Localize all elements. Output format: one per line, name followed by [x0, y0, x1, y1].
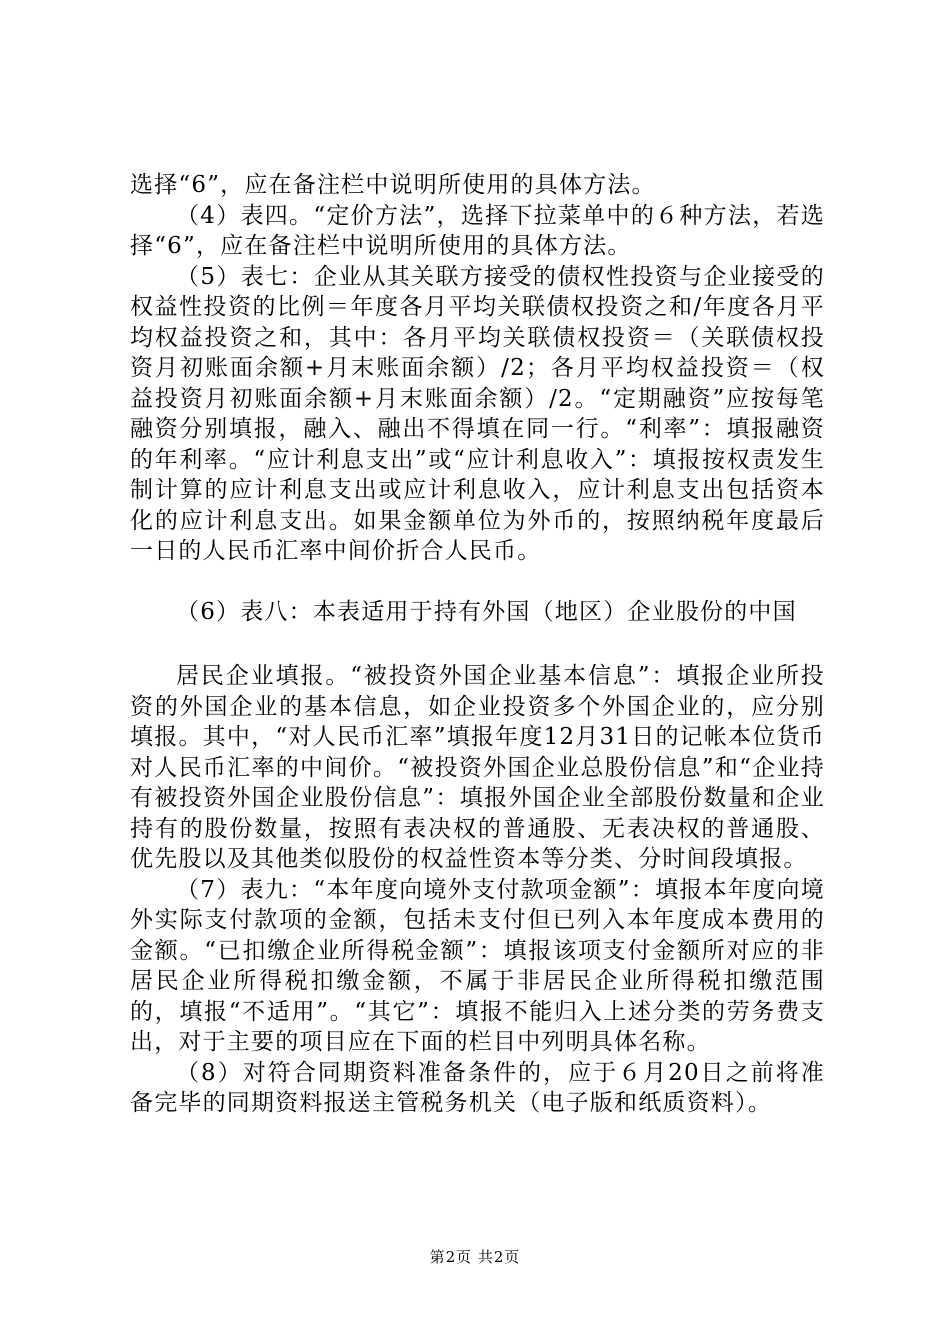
document-body [130, 170, 825, 1230]
paragraph-item-4: （4）表四。“定价方法”，选择下拉菜单中的６种方法，若选择“6”，应在备注栏中说明所使用的具体方法。 [130, 202, 825, 259]
paragraph-item-5: （5）表七：企业从其关联方接受的债权性投资与企业接受的权益性投资的比例＝年度各月平均关联债权投资之和/年度各月平均权益投资之和，其中：各月平均关联债权投资＝（关联债权投资月初账面余额+月末账面余额）/2；各月平均权益投资＝（权益投资月初账面余额+月末账面余额）/2。“定期融资”应按每笔融资分别填报，融入、融出不得填在同一行。“利率”：填报融资的年利率。“应计利息支出”或“应计利息收入”：填报按权责发生制计算的应计利息支出或应计利息收入，应计利息支出包括资本化的应计利息支出。如果金额单位为外币的，按照纳税年度最后一日的人民币汇率中间价折合人民币。 [130, 263, 825, 564]
paragraph-continuation: 选择“6”，应在备注栏中说明所使用的具体方法。 [130, 172, 656, 198]
paragraph-item-6-body: 居民企业填报。“被投资外国企业基本信息”：填报企业所投资的外国企业的基本信息，如企业投资多个外国企业的，应分别填报。其中，“对人民币汇率”填报年度12月31日的记帐本位货币对人民币汇率的中间价。“被投资外国企业总股份信息”和“企业持有被投资外国企业股份信息”：填报外国企业全部股份数量和企业持有的股份数量，按照有表决权的普通股、无表决权的普通股、优先股以及其他类似股份的权益性资本等分类、分时间段填报。 [130, 663, 825, 872]
paragraph-item-6-heading: （6）表八：本表适用于持有外国（地区）企业股份的中国 [176, 598, 797, 625]
paragraph-item-7: （7）表九：“本年度向境外支付款项金额”：填报本年度向境外实际支付款项的金额，包括未支付但已列入本年度成本费用的金额。“已扣缴企业所得税金额”：填报该项支付金额所对应的非居民企业所得税扣缴金额，不属于非居民企业所得税扣缴范围的，填报“不适用”。“其它”：填报不能归入上述分类的劳务费支出，对于主要的项目应在下面的栏目中列明具体名称。 [130, 876, 825, 1055]
paragraph-item-8: （8）对符合同期资料准备条件的，应于６月20日之前将准备完毕的同期资料报送主管税务机关（电子版和纸质资料）。 [130, 1059, 825, 1116]
page-number-footer: 第2页 共2页 [429, 1248, 521, 1266]
